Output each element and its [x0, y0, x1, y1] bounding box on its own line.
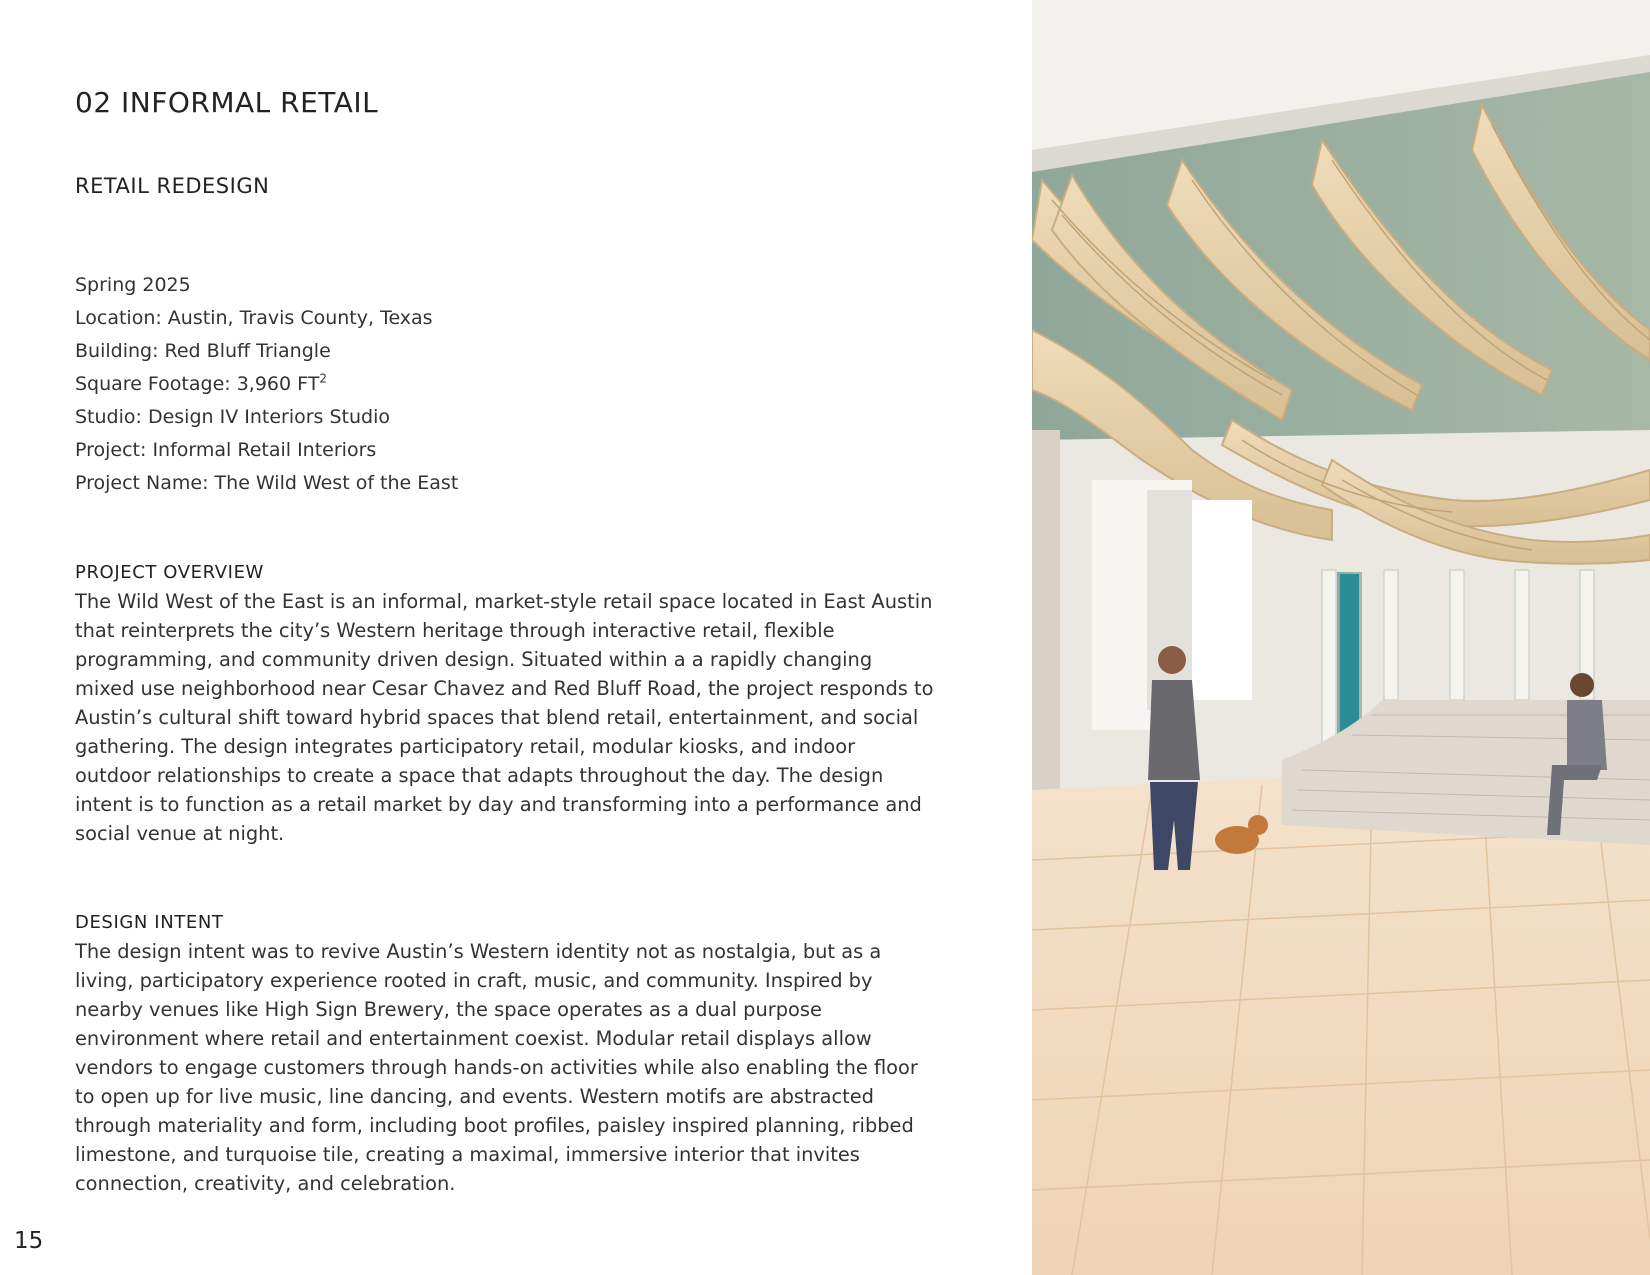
square-footage-text: Square Footage: 3,960 FT — [75, 373, 320, 395]
detail-term: Spring 2025 — [75, 274, 191, 296]
detail-location: Location: Austin, Travis County, Texas — [75, 307, 433, 329]
design-intent-section — [75, 912, 935, 1198]
design-intent-heading: DESIGN INTENT — [75, 912, 224, 933]
project-overview-body: The Wild West of the East is an informal, market-style retail space located in East Austin that reinterprets the city’s Western heritage through interactive retail, flexible programming, and community driven design. Situated within a a rapidly changing mixed use neighborhood near Cesar Chavez and Red Bluff Road, the project responds to Austin’s cultural shift toward hybrid spaces that blend retail, entertainment, and social gathering. The design integrates participatory retail, modular kiosks, and indoor outdoor relationships to create a space that adapts throughout the day. The design intent is to function as a retail market by day and transforming into a performance and social venue at night. — [75, 590, 934, 845]
project-overview-heading: PROJECT OVERVIEW — [75, 562, 264, 583]
interior-rendering-image — [1032, 0, 1650, 1275]
detail-square-footage — [75, 371, 458, 404]
page-number: 15 — [14, 1228, 44, 1254]
detail-building: Building: Red Bluff Triangle — [75, 340, 331, 362]
page-subtitle: RETAIL REDESIGN — [75, 174, 270, 198]
detail-project: Project: Informal Retail Interiors — [75, 439, 377, 461]
detail-project-name: Project Name: The Wild West of the East — [75, 472, 459, 494]
design-intent-body: The design intent was to revive Austin’s Western identity not as nostalgia, but as a living, participatory experience rooted in craft, music, and community. Inspired by nearby venues like High Sign Brewery, the space operates as a dual purpose environment where retail and entertainment coexist. Modular retail displays allow vendors to engage customers through hands-on activities while also enabling the floor to open up for live music, line dancing, and events. Western motifs are abstracted through materiality and form, including boot profiles, paisley inspired planning, ribbed limestone, and turquoise tile, creating a maximal, immersive interior that invites connection, creativity, and celebration. — [75, 940, 918, 1195]
project-details — [75, 272, 458, 503]
detail-studio: Studio: Design IV Interiors Studio — [75, 406, 391, 428]
page-title: 02 INFORMAL RETAIL — [75, 86, 379, 119]
project-overview-section — [75, 562, 935, 848]
square-footage-superscript: 2 — [319, 371, 327, 386]
